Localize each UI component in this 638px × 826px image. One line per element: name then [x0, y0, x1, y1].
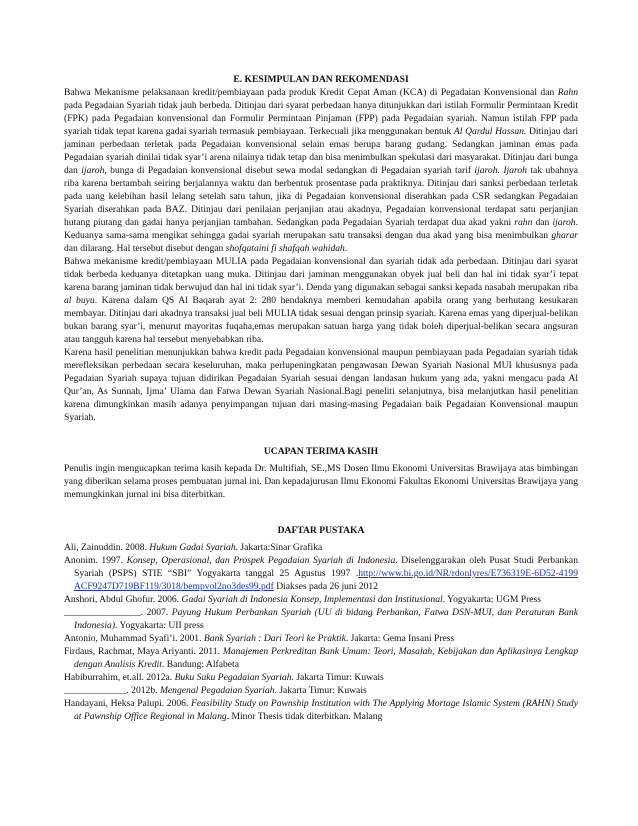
reference-item [64, 684, 578, 697]
text-run: . [344, 243, 348, 254]
text-run: dan dilarang. Hal tersebut disebut dengan [64, 243, 226, 254]
acknowledgement-paragraph [64, 462, 578, 501]
text-run: . Yogyakarta: UII press [115, 620, 204, 631]
text-run: . Keduanya sama-sama mengikat sehingga gadai syariah merupakan satu transaksi dengan dua akad yang bisa menimbulkan [64, 217, 578, 241]
text-run: Penulis ingin mengucapkan terima kasih kepada Dr. Multifiah, SE.,MS Dosen Ilmu Ekonomi Universitas Brawijaya atas bimbingan yang diberikan selama proses pembuatan jurnal ini. Dan kepadajurusan Ilmu Ekonomi Fakultas Ekonomi Universitas Brawijaya yang memungkinkan jurnal ini bisa diterbitkan. [64, 463, 578, 500]
italic-text: rahn [514, 217, 533, 228]
italic-text: ijaroh [552, 217, 576, 228]
italic-text: Bank Syariah : Dari Teori ke Praktik [203, 633, 346, 644]
text-run: Diakses pada 26 juni 2012 [273, 581, 378, 592]
italic-text: Konsep, Operasional, dan Prospek Pegadaian Syariah di Indonesia [126, 555, 396, 566]
text-run: Anshori, Abdul Ghofur. 2006. [64, 594, 182, 605]
italic-text: Rahn [557, 87, 578, 98]
reference-item [64, 541, 578, 554]
paragraph [64, 255, 578, 346]
text-run: pada Pegadaian Syariah tidak jauh berbeda. Ditinjau dari syarat perbedaan hanya ditunjukkan dari istilah Formulir Permintaan Kredit (FPK) pada Pegadaian konvensional dan Formulir Permintaan Pinjaman (FPP) pada Pegadaian syariah. Namun istilah FPP pada syariah tidak tepat karena gadai syariah termasuk pembiayaan. Terkecuali jika menggunakan bentuk [64, 100, 578, 137]
text-run: . Jakarta Timur: Kuwais [274, 685, 367, 696]
text-run: Habiburrahim, et.all. 2012a. [64, 672, 175, 683]
italic-text: Hukum Gadai Syariah [149, 542, 236, 553]
text-run: . Jakarta:Sinar Grafika [235, 542, 323, 553]
text-run: ________________. 2007. [64, 607, 172, 618]
italic-text: Gadai Syariah di Indonesia Konsep, Implementasi dan Institusional [181, 594, 443, 605]
italic-text: Buku Saku Pegadaian Syariah [174, 672, 292, 683]
text-run: . Yogyakarta: UGM Press [442, 594, 542, 605]
text-run: _____________. 2012b. [64, 685, 160, 696]
reference-item [64, 554, 578, 593]
italic-text: Mengenal Pegadaian Syariah [159, 685, 275, 696]
italic-text: Payung Hukum Perbankan Syariah (UU di bidang Perbankan, Fatwa DSN-MUI, dan Peraturan Bank Indonesia) [74, 607, 578, 631]
references-heading: DAFTAR PUSTAKA [277, 525, 365, 536]
italic-text: ijaroh. Ijaroh [474, 165, 527, 176]
text-run: . Diselenggarakan oleh Pusat Studi Perbankan Syariah (PSPS) STIE “SBI” Yogyakarta tanggal 25 Agustus 1997 . [74, 555, 578, 579]
text-run: Bahwa mekanisme kredit/pembiayaan MULIA pada Pegadaian konvensional dan syariah tidak ada perbedaan. Ditinjau dari syarat tidak berbeda keduanya ditetapkan uang muka. Ditinjau dari jaminan menggunakan obyek jual beli dan hal ini tidak syar’i tepat karena barang jaminan tidak berwujud dan hal ini tidak syar’i. Denda yang digunakan sebagai sanksi kepada nasabah merupakan riba [64, 256, 578, 293]
text-run: . Karena dalam QS Al Baqarah ayat 2: 280 hendaknya memberi kemudahan apabila orang yang berhutang kesukaran membayar. Ditinjau dari akadnya transaksi jual beli MULIA tidak sesuai dengan prinsip syariah. Karena emas yang diperjual-belikan bukan barang syar’i, menurut mayoritas fuqaha,emas merupakan satuan harga yang tidak boleh diperjual-belikan secara angsuran atau tangguh karena hal tersebut menyebabkan riba. [64, 295, 578, 345]
reference-item [64, 645, 578, 671]
reference-item [64, 632, 578, 645]
text-run: . Jakarta: Gema Insani Press [345, 633, 455, 644]
text-run: . Minor Thesis tidak diterbitkan. Malang [226, 711, 383, 722]
reference-item [64, 671, 578, 684]
acknowledgement-heading: UCAPAN TERIMA KASIH [263, 446, 379, 457]
text-run: Antonio, Muhammad Syafi’i. 2001. [64, 633, 204, 644]
italic-text: ijaroh [81, 165, 105, 176]
italic-text: gharar [551, 230, 578, 241]
paragraph [64, 86, 578, 255]
reference-item [64, 697, 578, 723]
text-run: Anonim. 1997. [64, 555, 127, 566]
text-run: Karena hasil penelitian menunjukkan bahwa kredit pada Pegadaian konvensional maupun pembiayaan pada Pegadaian syariah tidak merefleksikan perbedaan secara keseluruhan, maka perlupeningkatan pengawasan Dewan Syariah Nasional MUI khususnya pada Pegadaian Syariah supaya tujuan didirikan Pegadaian Syariah sesuai dengan landasan hukum yang ada, yakni mengacu pada Al Qur’an, As Sunnah, Ijma’ Ulama dan Fatwa Dewan Syariah Nasional.Bagi peneliti selanjutnya, bisa melanjutkan hasil penelitian karena dimungkinkan masih adanya penyimpangan tujuan dari masing-masing Pegadaian baik Pegadaian Konvensional maupun Syariah. [64, 347, 578, 423]
italic-text: shofqataini fi shafqah wahidah [225, 243, 345, 254]
section-e-heading: E. KESIMPULAN DAN REKOMENDASI [233, 74, 409, 85]
text-run: Ditinjau dari jaminan perbedaan terletak pada Pegadaian konvensional selain emas berupa barang gudang. Sedangkan jaminan emas pada Pegadaian syariah dinilai tidak syar’i arena nilainya tidak tetap dan bisa menimbulkan spekulasi dari masyarakat. Ditinjau dari bunga dan [64, 126, 579, 176]
paragraph [64, 346, 578, 424]
text-run: Handayani, Heksa Palupi. 2006. [64, 698, 191, 709]
text-run: Bahwa Mekanisme pelaksanaan kredit/pembiayaan pada produk Kredit Cepat Aman (KCA) di Pegadaian Konvensional dan [64, 87, 558, 98]
italic-text: al buyu [64, 295, 95, 306]
text-run: Ali, Zainuddin. 2008. [64, 542, 150, 553]
italic-text: Feasibility Study on Pawnship Institution with The Applying Mortage Islamic System (RAHN) Study at Pawnship Office Regional in Malang [74, 698, 578, 722]
text-run: . Bandung: Alfabeta [161, 659, 239, 670]
text-run: dan [532, 217, 553, 228]
text-run: Firdaus, Rachmat, Maya Ariyanti. 2011. [64, 646, 223, 657]
reference-url-link[interactable]: http://www.bi.go.id/NR/rdonlyres/E736319E-6D52-4199 ACF9247D719BF119/3018/bempvol2no3des99.pdf [74, 568, 578, 592]
text-run: , bunga di Pegadaian konvensional disebut sewa modal sedangkan di Pegadaian syariah tarif [104, 165, 475, 176]
reference-item [64, 606, 578, 632]
italic-text: Manajemen Perkreditan Bank Umum: Teori, Masalah, Kebijakan dan Aplikasinya Lengkap dengan Analisis Kredit [74, 646, 578, 670]
reference-list [64, 541, 578, 723]
section-e-body [64, 86, 578, 424]
text-run: tak ubahnya riba karena bertambah seiring berjalannya waktu dan berbentuk prosentase pada praktiknya. Ditinjau dari sanksi perbedaan terletak pada uang kelebihan hasil lelang setelah satu tahun, jika di Pegadaian konvensional diserahkan pada CSR sedangkan Pegadaian Syariah diserahkan pada BAZ. Ditinjau dari penilaian perjanjian atau akadnya, Pegadaian konvensional terdapat satu perjanjian hutang piutang dan gadai hanya perjanjian tambahan. Sedangkan pada Pegadaian Syariah terdapat dua akad yakni [64, 165, 578, 228]
italic-text: Al Qardul Hassan. [453, 126, 527, 137]
reference-item [64, 593, 578, 606]
text-run: . Jakarta Timur: Kuwais [291, 672, 384, 683]
